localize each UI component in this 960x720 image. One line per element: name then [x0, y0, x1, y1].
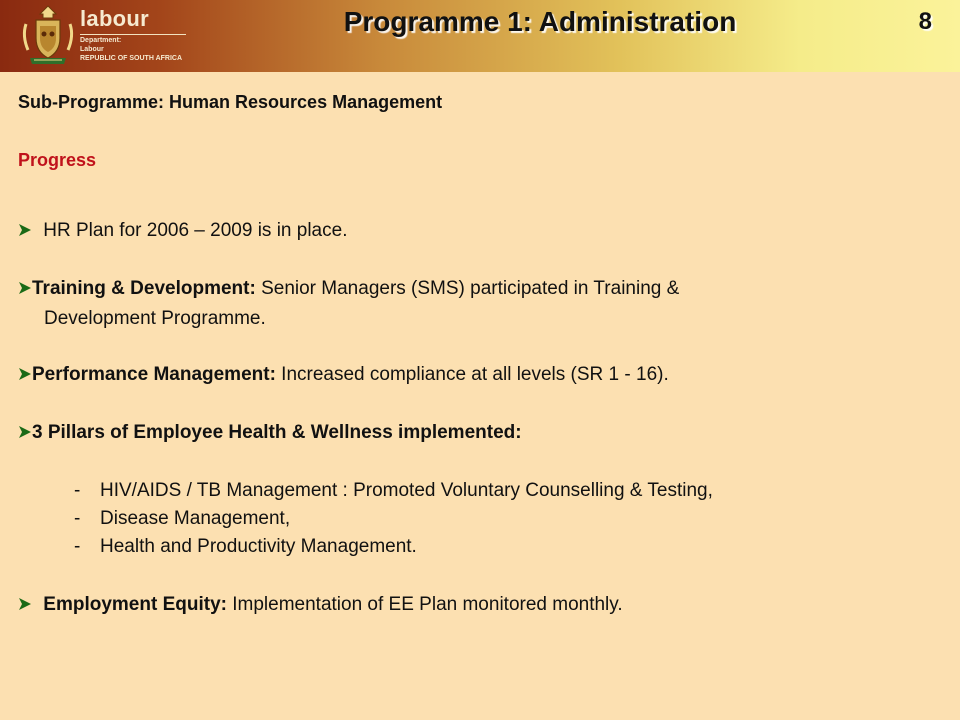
sub-programme-heading: Sub-Programme: Human Resources Management	[18, 92, 443, 112]
bullet-text: Implementation of EE Plan monitored monthly.	[226, 594, 623, 615]
logo-dept-line: Department:	[80, 37, 122, 44]
logo-dept-line: REPUBLIC OF SOUTH AFRICA	[80, 55, 183, 62]
dash-marker: -	[74, 536, 81, 557]
bullet-bold-label: Employment Equity:	[43, 594, 227, 615]
header-banner	[0, 0, 960, 72]
bullet-training-continuation: Development Programme.	[44, 308, 266, 329]
bullet-bold-label: 3 Pillars of Employee Health & Wellness implemented:	[32, 422, 522, 443]
arrow-bullet-icon	[18, 223, 32, 237]
arrow-bullet-icon	[18, 367, 32, 381]
arrow-bullet-icon	[18, 425, 32, 439]
logo-dept-line: Labour	[80, 46, 104, 53]
bullet-text: Increased compliance at all levels (SR 1 - 16).	[275, 364, 669, 385]
bullet-hr-plan	[18, 220, 347, 242]
bullet-wellness	[18, 422, 522, 444]
sub-item-text: Health and Productivity Management.	[100, 536, 417, 557]
sub-item	[74, 480, 713, 502]
bullet-performance	[18, 364, 669, 386]
logo-wordmark: labour	[80, 6, 150, 31]
bullet-employment-equity	[18, 594, 623, 616]
arrow-bullet-icon	[18, 597, 32, 611]
bullet-training	[18, 278, 679, 300]
arrow-bullet-icon	[18, 281, 32, 295]
sub-item-text: Disease Management,	[100, 508, 291, 529]
bullet-text: Senior Managers (SMS) participated in Training &	[255, 278, 680, 299]
dash-marker: -	[74, 508, 81, 529]
sub-item	[74, 508, 290, 530]
page-number: 8	[918, 8, 932, 35]
logo-department-text	[80, 36, 182, 63]
dash-marker: -	[74, 480, 81, 501]
bullet-bold-label: Performance Management:	[32, 364, 276, 385]
sub-item	[74, 536, 417, 558]
sub-item-text: HIV/AIDS / TB Management : Promoted Voluntary Counselling & Testing,	[100, 480, 713, 501]
slide-title: Programme 1: Administration	[343, 6, 737, 37]
bullet-bold-label: Training & Development:	[32, 278, 256, 299]
progress-heading: Progress	[18, 150, 97, 170]
bullet-text: HR Plan for 2006 – 2009 is in place.	[43, 220, 348, 241]
